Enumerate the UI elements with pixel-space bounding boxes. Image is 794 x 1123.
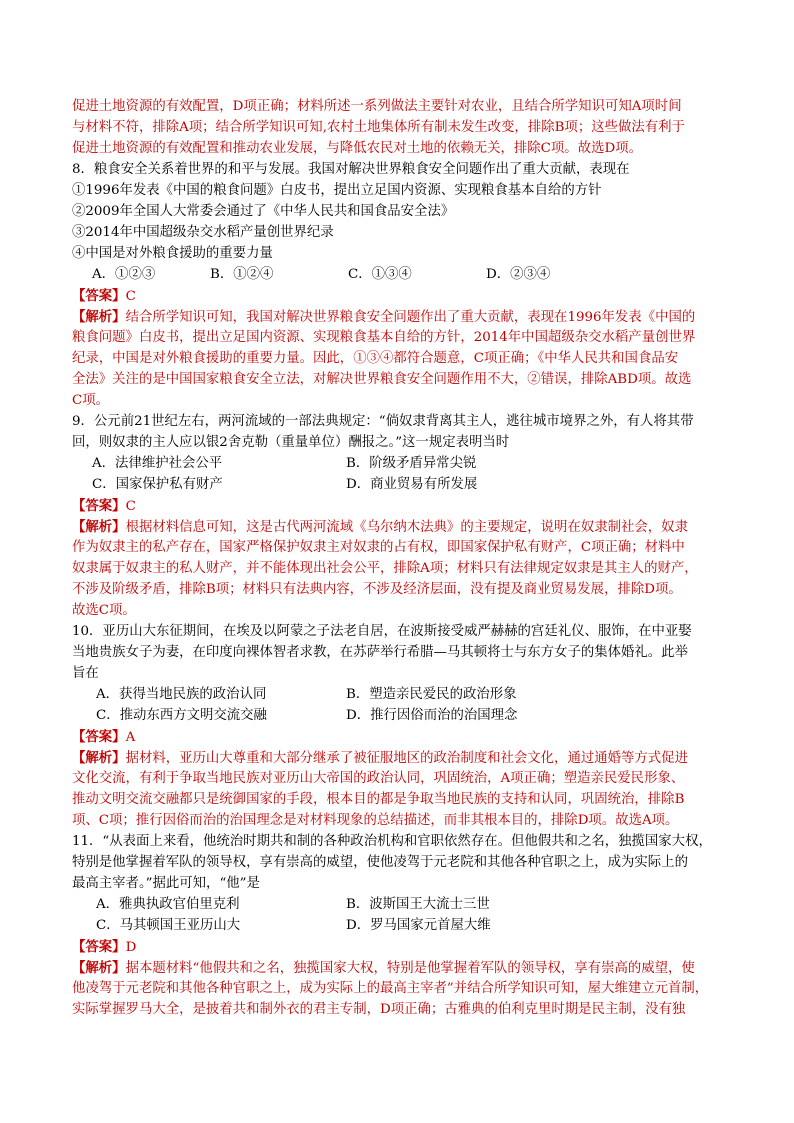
q8-item: ④中国是对外粮食援助的重要力量 xyxy=(72,246,273,261)
q9-analysis-line: 故选C项。 xyxy=(72,603,136,618)
q9-option-b: B．阶级矛盾异常尖锐 xyxy=(346,456,477,471)
q8-item: ③2014年中国超级杂交水稻产量创世界纪录 xyxy=(72,225,334,240)
q11-stem-line: 特别是他掌握着军队的领导权，享有崇高的威望，使他凌驾于元老院和其他各种官职之上，成为实际上的 xyxy=(72,855,688,870)
q10-analysis-line: 文化交流，有利于争取当地民族对亚历山大帝国的政治认同，巩固统治，A项正确；塑造亲民爱民形象、 xyxy=(72,771,685,786)
q9-analysis-line: 不涉及阶级矛盾，排除B项；材料只有法典内容，不涉及经济层面，没有提及商业贸易发展，排除D项。 xyxy=(72,582,682,597)
answer-value: A xyxy=(125,730,136,745)
q10-stem-line: 10．亚历山大东征期间，在埃及以阿蒙之子法老自居，在波斯接受威严赫赫的宫廷礼仪、服饰，在中亚娶 xyxy=(72,624,692,639)
analysis-tag: 【解析】 xyxy=(72,960,126,976)
q10-answer xyxy=(72,727,135,748)
q11-option-a: A．雅典执政官伯里克利 xyxy=(96,897,240,912)
q10-analysis-line: 【解析】据材料，亚历山大尊重和大部分继承了被征服地区的政治制度和社会文化，通过通婚等方式促进 xyxy=(72,750,688,766)
q9-option-a: A．法律维护社会公平 xyxy=(92,456,223,471)
answer-value: C xyxy=(125,289,136,304)
answer-tag: 【答案】 xyxy=(72,939,126,955)
q11-analysis-line: 【解析】据本题材料“他假共和之名，独揽国家大权，特别是他掌握着军队的领导权，享有崇高的威望，使 xyxy=(72,960,695,976)
answer-value: C xyxy=(125,499,136,514)
q8-analysis-line: 纪录，中国是对外粮食援助的重要力量。因此，①③④都符合题意，C项正确；《中华人民共和国食品安 xyxy=(72,351,679,366)
q10-stem-line: 旨在 xyxy=(72,666,99,681)
q8-analysis-line: 粮食问题》白皮书，提出立足国内资源、实现粮食基本自给的方针，2014年中国超级杂交水稻产量创世界 xyxy=(72,330,696,345)
q9-analysis-line: 【解析】根据材料信息可知，这是古代两河流域《乌尔纳木法典》的主要规定，说明在奴隶制社会，奴隶 xyxy=(72,519,688,535)
q10-stem-line: 当地贵族女子为妻，在印度向裸体智者求教，在苏萨举行希腊—马其顿将士与东方女子的集体婚礼。此举 xyxy=(72,645,688,660)
q9-option-d: D．商业贸易有所发展 xyxy=(346,477,478,492)
answer-tag: 【答案】 xyxy=(72,288,126,304)
q10-analysis-line: 项、C项；推行因俗而治的治国理念是对材料现象的总结描述，而非其根本目的，排除D项。故选A项。 xyxy=(72,813,679,828)
q9-option-c: C．国家保护私有财产 xyxy=(92,477,223,492)
answer-tag: 【答案】 xyxy=(72,498,126,514)
q10-analysis-line: 推动文明交流交融都只是统御国家的手段，根本目的都是争取当地民族的支持和认同，巩固统治，排除B xyxy=(72,792,685,807)
q9-analysis-line: 作为奴隶主的私产存在，国家严格保护奴隶主对奴隶的占有权，即国家保护私有财产，C项正确；材料中 xyxy=(72,540,685,555)
q8-option-d: D．②③④ xyxy=(486,267,551,282)
q11-answer xyxy=(72,937,136,958)
q8-option-c: C．①③④ xyxy=(348,267,412,282)
answer-tag: 【答案】 xyxy=(72,729,126,745)
q9-answer xyxy=(72,496,136,517)
q11-option-b: B．波斯国王大流士三世 xyxy=(346,897,490,912)
q8-answer xyxy=(72,286,136,307)
q11-stem-line: 11．“从表面上来看，他统治时期共和制的各种政治机构和官职依然存在。但他假共和之名，独揽国家大权， xyxy=(72,834,712,849)
prev-analysis-line: 与材料不符，排除A项；结合所学知识可知,农村土地集体所有制未发生改变，排除B项；这些做法有利于 xyxy=(72,120,685,135)
q8-option-a: A．①②③ xyxy=(92,267,156,282)
q8-option-b: B．①②④ xyxy=(210,267,274,282)
answer-value: D xyxy=(125,940,137,955)
q11-analysis-line: 实际掌握罗马大全，是披着共和制外衣的君主专制，D项正确；古雅典的伯利克里时期是民主制，没有独 xyxy=(72,1002,686,1017)
q11-stem-line: 最高主宰者。”据此可知，“他”是 xyxy=(72,876,260,891)
q11-analysis-line: 他凌驾于元老院和其他各种官职之上，成为实际上的最高主宰者”并结合所学知识可知，屋大维建立元首制， xyxy=(72,981,709,996)
analysis-tag: 【解析】 xyxy=(72,519,126,535)
q10-option-d: D．推行因俗而治的治国理念 xyxy=(346,708,518,723)
q9-stem-line: 9．公元前21世纪左右，两河流域的一部法典规定：“倘奴隶背离其主人，逃往城市境界之外，有人将其带 xyxy=(72,414,694,429)
q9-stem-line: 回，则奴隶的主人应以银2舍克勒（重量单位）酬报之。”这一规定表明当时 xyxy=(72,435,510,450)
q11-option-d: D．罗马国家元首屋大维 xyxy=(346,918,491,933)
analysis-tag: 【解析】 xyxy=(72,750,126,766)
q8-stem: 8．粮食安全关系着世界的和平与发展。我国对解决世界粮食安全问题作出了重大贡献，表现在 xyxy=(72,162,630,177)
q10-option-a: A．获得当地民族的政治认同 xyxy=(96,687,267,702)
q10-option-c: C．推动东西方文明交流交融 xyxy=(96,708,267,723)
prev-analysis-line: 促进土地资源的有效配置，D项正确；材料所述一系列做法主要针对农业，且结合所学知识可知A项时间 xyxy=(72,99,682,114)
q8-analysis-line: 全法》关注的是中国国家粮食安全立法，对解决世界粮食安全问题作用不大，②错误，排除ABD项。故选 xyxy=(72,372,692,387)
q9-analysis-line: 奴隶属于奴隶主的私人财产，并不能体现出社会公平，排除A项；材料只有法律规定奴隶是其主人的财产， xyxy=(72,561,698,576)
q8-item: ①1996年发表《中国的粮食问题》白皮书，提出立足国内资源、实现粮食基本自给的方针 xyxy=(72,183,602,198)
q8-analysis-line: 【解析】结合所学知识可知，我国对解决世界粮食安全问题作出了重大贡献，表现在1996年发表《中国的 xyxy=(72,309,696,325)
q8-item: ②2009年全国人大常委会通过了《中华人民共和国食品安全法》 xyxy=(72,204,455,219)
analysis-tag: 【解析】 xyxy=(72,309,126,325)
q11-option-c: C．马其顿国王亚历山大 xyxy=(96,918,241,933)
q8-analysis-line: C项。 xyxy=(72,393,110,408)
prev-analysis-line: 促进土地资源的有效配置和推动农业发展，与降低农民对土地的依赖无关，排除C项。故选D项。 xyxy=(72,141,642,156)
q10-option-b: B．塑造亲民爱民的政治形象 xyxy=(346,687,517,702)
